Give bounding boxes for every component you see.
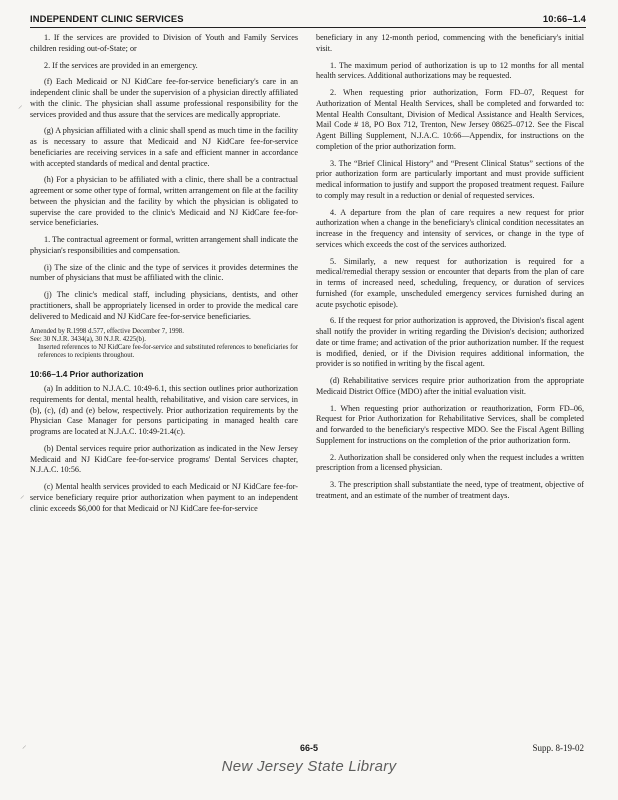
paragraph: 1. The contractual agreement or formal, written arrangement shall indicate the physician's responsibilities and compensation. xyxy=(30,235,298,255)
left-column xyxy=(30,33,298,733)
paragraph: (h) For a physician to be affiliated with a clinic, there shall be a contractual agreement or some other type of formal, written arrangement on file at the facility between the physician and the facility by which the physician is obligated to supervise the care provided to the clinic's Medicaid and NJ KidCare fee-for-service beneficiaries. xyxy=(30,175,298,228)
paragraph: (j) The clinic's medical staff, including physicians, dentists, and other practitioners, shall be appropriately licensed in order to provide the medical care delivered to Medicaid and NJ KidCare fee-for-service beneficiaries. xyxy=(30,290,298,321)
right-column xyxy=(316,33,584,733)
paragraph: (i) The size of the clinic and the type of services it provides determines the number of physicians that must be affiliated with the clinic. xyxy=(30,262,298,283)
paragraph: 3. The “Brief Clinical History” and “Present Clinical Status” sections of the prior authorization form are particularly important and must provide sufficient medical information to justify and support the proposed treatment request. Failure to comply may result in a reduction or denial of requested services. xyxy=(316,158,584,200)
margin-mark: ⸝ xyxy=(18,100,23,110)
paragraph: beneficiary in any 12-month period, commencing with the beneficiary's initial visit. xyxy=(316,33,584,53)
paragraph: (b) Dental services require prior authorization as indicated in the New Jersey Medicaid and NJ KidCare fee-for-service programs' Dental Services chapter, N.J.A.C. 10:56. xyxy=(30,443,298,475)
paragraph: 1. If the services are provided to Division of Youth and Family Services children residing out-of-State; or xyxy=(30,33,298,53)
paragraph: 1. When requesting prior authorization or reauthorization, Form FD–06, Request for Prior Authorization for Rehabilitative Services, shall be completed and forwarded to the beneficiary's respective MDO. See the Fiscal Agent Billing Supplement for instructions on the completion of the prior authorization form. xyxy=(316,403,584,445)
paragraph: 1. The maximum period of authorization is up to 12 months for all mental health services. Additional authorizations may be requested. xyxy=(316,60,584,81)
page-header xyxy=(30,11,586,28)
paragraph: 3. The prescription shall substantiate the need, type of treatment, objective of treatment, and an estimate of the number of treatment days. xyxy=(316,480,584,500)
page-number: 66-5 xyxy=(299,743,318,753)
supplement-date: Supp. 8-19-02 xyxy=(532,743,584,753)
library-stamp: New Jersey State Library xyxy=(221,758,397,775)
amendment-history xyxy=(30,328,298,360)
section-title: INDEPENDENT CLINIC SERVICES xyxy=(30,13,184,24)
paragraph: (g) A physician affiliated with a clinic shall spend as much time in the facility as is necessary to assure that Medicaid and NJ KidCare fee-for-service beneficiaries are receiving services in a safe and efficient manner in accordance with accepted standards of medical and dental practice. xyxy=(30,126,298,168)
paragraph: (a) In addition to N.J.A.C. 10:49-6.1, this section outlines prior authorization requirements for dental, mental health, rehabilitative, and vision care services, in (b), (c), (d) and (e) below, respectively. Prior authorization requirements by the Physician Case Manager for persons participating in managed health care programs are located at N.J.A.C. 10:49-21.4(c). xyxy=(30,384,298,436)
section-heading: 10:66–1.4 Prior authorization xyxy=(30,369,144,380)
section-number: 10:66–1.4 xyxy=(542,13,586,24)
margin-mark: ⸝ xyxy=(20,490,25,500)
paragraph: 4. A departure from the plan of care requires a new request for prior authorization when a change in the beneficiary's clinical condition necessitates an increase in the frequency and intensity of services, or change in the type of services which exceeds the cost of the services authorized. xyxy=(316,207,584,249)
paragraph: 6. If the request for prior authorization is approved, the Division's fiscal agent shall notify the provider in writing regarding the Division's decision; authorized date or time frame; and activation of the prior authorization number. If the request is modified, denied, or if the Division requires additional information, the provider is so notified in writing by the fiscal agent. xyxy=(316,316,584,369)
paragraph: 5. Similarly, a new request for authorization is required for a medical/remedial therapy session or encounter that departs from the plan of care in terms of increased need, scheduling, frequency, or duration of services furnished (for example, unscheduled emergency services furnished during an acute psychotic episode). xyxy=(316,256,584,309)
history-line: See: 30 N.J.R. 3434(a), 30 N.J.R. 4225(b). xyxy=(30,336,146,344)
paragraph: (f) Each Medicaid or NJ KidCare fee-for-service beneficiary's care in an independent clinic shall be under the supervision of a physician directly affiliated with the clinic. The physician shall assume professional responsibility for the services provided and thus assure that the services are medically appropriate. xyxy=(30,77,298,119)
margin-mark: ⸝ xyxy=(22,740,27,750)
paragraph: (d) Rehabilitative services require prior authorization from the appropriate Medicaid District Office (MDO) after the initial evaluation visit. xyxy=(316,376,584,396)
paragraph: 2. Authorization shall be considered only when the request includes a written prescription from a licensed physician. xyxy=(316,452,584,473)
history-line: Amended by R.1998 d.577, effective December 7, 1998. xyxy=(30,328,184,336)
history-line: Inserted references to NJ KidCare fee-for-service and substituted references to beneficiaries for references to recipients throughout. xyxy=(38,344,298,360)
paragraph: 2. When requesting prior authorization, Form FD–07, Request for Authorization of Mental Health Services, shall be completed and forwarded to: Mental Health Consultant, Division of Medical Assistance and Health Services, Mail Code # 18, PO Box 712, Trenton, New Jersey 08625–0712. See the Fiscal Agent Billing Supplement, N.J.A.C. 10:66—Appendix, for instructions on the completion of the prior authorization form. xyxy=(316,88,584,151)
paragraph: 2. If the services are provided in an emergency. xyxy=(44,60,198,70)
paragraph: (c) Mental health services provided to each Medicaid or NJ KidCare fee-for-service beneficiary require prior authorization when payment to an independent clinic exceeds $6,000 for that Medicaid or NJ KidCare fee-for-service xyxy=(30,482,298,513)
